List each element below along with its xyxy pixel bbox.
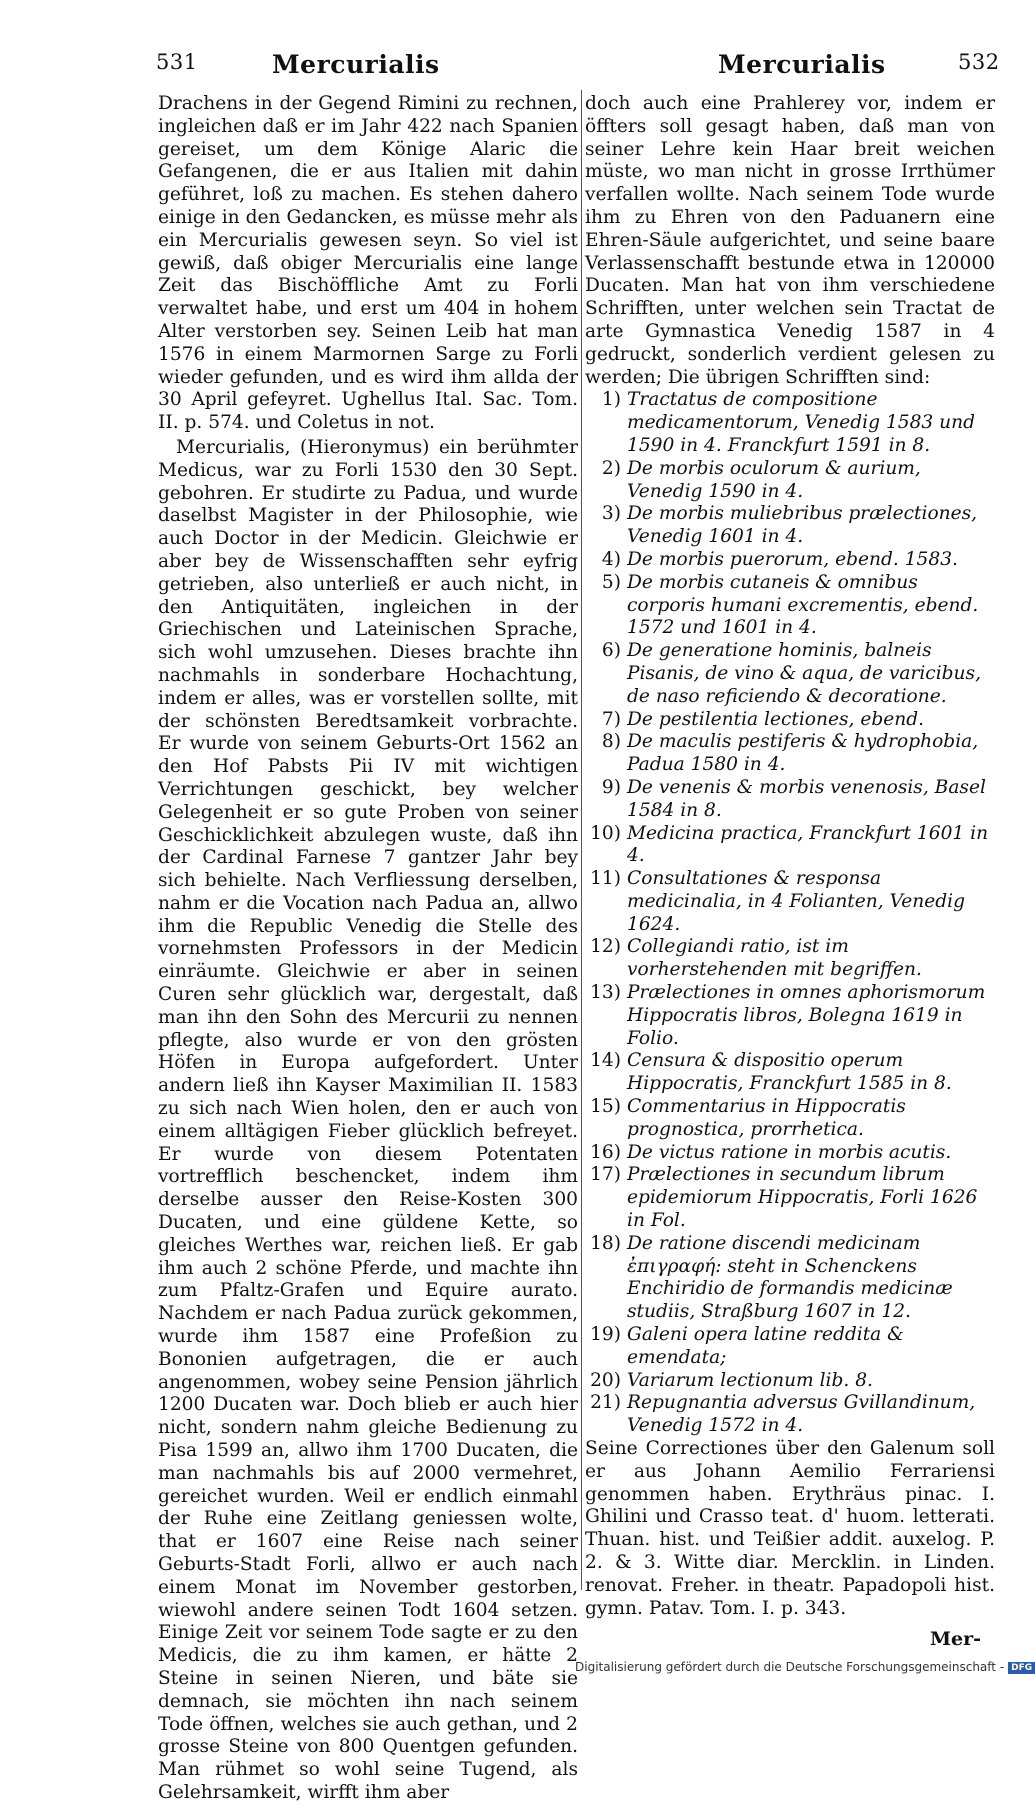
list-item: 19) Galeni opera latine reddita & emendata; bbox=[590, 1324, 904, 1368]
list-item: 20) Variarum lectionum lib. 8. bbox=[590, 1369, 873, 1391]
list-item: 13) Prælectiones in omnes aphorismorum Hippocratis libros, Bolegna 1619 in Folio. bbox=[590, 982, 986, 1049]
column-divider bbox=[581, 90, 582, 1590]
list-item: 11) Consultationes & responsa medicinalia, in 4 Folianten, Venedig 1624. bbox=[590, 868, 966, 935]
list-item: 6) De generatione hominis, balneis Pisanis, de vino & aqua, de varicibus, de naso reficiendo & decoratione. bbox=[601, 640, 981, 707]
left-page-number: 531 bbox=[156, 50, 198, 74]
footer-text: Digitalisierung gefördert durch die Deutsche Forschungsgemeinschaft - bbox=[575, 1660, 1005, 1674]
paragraph-hieronymus: Mercurialis, (Hieronymus) ein berühmter Medicus, war zu Forli 1530 den 30 Sept. gebohren. Er studirte zu Padua, und wurde daselbst Magister in der Philosophie, wie auch Doctor in der Medicin. Gleichwie er aber bey de Wissenschafften sehr eyfrig getrieben, also unterließ er auch nicht, in den Antiquitäten, ingleichen in der Griechischen und Lateinischen Sprache, sich wohl umzusehen. Dieses brachte ihn nachmahls in sonderbare Hochachtung, indem er alles, was er vorstellen sollte, mit der schönsten Beredtsamkeit vorbrachte. Er wurde von seinem Geburts-Ort 1562 an den Hof Pabsts Pii IV mit wichtigen Verrichtungen geschickt, bey welcher Gelegenheit er so gute Proben von seiner Geschicklichkeit abzulegen wuste, daß ihn der Cardinal Farnese 7 gantzer Jahr bey sich behielte. Nach Verfliessung derselben, nahm er die Vocation nach Padua an, allwo ihm die Republic Venedig die Stelle des vornehmsten Professors in der Medicin einräumte. Gleichwie er aber in seinen Curen sehr glücklich war, dergestalt, daß man ihn den Sohn des Mercurii zu nennen pflegte, also wurde er von den grösten Höfen in Europa aufgefordert. Unter andern ließ ihn Kayser Maximilian II. 1583 zu sich nach Wien holen, den er auch von einem alltägigen Fieber glücklich befreyet. Er wurde von diesem Potentaten vortrefflich beschencket, indem ihm derselbe ausser den Reise-Kosten 300 Ducaten, und eine güldene Kette, so gleiches Werthes war, reichen ließ. Er gab ihm auch 2 schöne Pferde, und machte ihn zum Pfaltz-Grafen und Equire aurato. Nachdem er nach Padua zurück gekommen, wurde ihm 1587 eine Profeßion zu Bononien aufgetragen, die er auch angenommen, wobey seine Pension jährlich 1200 Ducaten war. Doch blieb er auch hier nicht, sondern nahm gleiche Bedienung zu Pisa 1599 an, allwo ihm 1700 Ducaten, die man nachmahls bis auf 2000 vermehret, gereichet wurden. Weil er endlich einmahl der Ruhe eine Zeitlang geniessen wolte, that er 1607 eine Reise nach seiner Geburts-Stadt Forli, allwo er auch nach einem Monat im November gestorben, wiewohl andere seinen Todt 1604 setzen. Einige Zeit vor seinem Tode sagte er zu den Medicis, die zu ihm kamen, er hätte 2 Steine in seinen Nieren, und bäte sie demnach, sie möchten ihn nach seinem Tode öffnen, welches sie auch gethan, und 2 grosse Steine von 800 Quentgen gefunden. Man rühmet so wohl seine Tugend, als Gelehrsamkeit, wirfft ihm aber bbox=[158, 436, 578, 1803]
list-item: 14) Censura & dispositio operum Hippocratis, Franckfurt 1585 in 8. bbox=[590, 1050, 952, 1095]
right-column bbox=[585, 93, 995, 1620]
left-running-title: Mercurialis bbox=[272, 50, 440, 79]
list-item: 2) De morbis oculorum & aurium, Venedig 1590 in 4. bbox=[601, 457, 921, 502]
list-item: 17) Prælectiones in secundum librum epidemiorum Hippocratis, Forli 1626 in Fol. bbox=[590, 1164, 978, 1232]
list-item: 12) Collegiandi ratio, ist im vorherstehenden mit begriffen. bbox=[590, 936, 922, 981]
list-item: 18) De ratione discendi medicinam ἐπιγραφή: steht in Schenckens Enchiridio de formandis medicinæ studiis, Straßburg 1607 in 12. bbox=[590, 1232, 953, 1323]
dfg-logo: DFG bbox=[1008, 1662, 1035, 1674]
list-item: 4) De morbis puerorum, ebend. 1583. bbox=[601, 548, 958, 570]
list-item: 1) Tractatus de compositione medicamentorum, Venedig 1583 und 1590 in 4. Franckfurt 1591 in 8. bbox=[601, 389, 976, 456]
list-item: 9) De venenis & morbis venenosis, Basel 1584 in 8. bbox=[601, 776, 986, 821]
list-item: 8) De maculis pestiferis & hydrophobia, Padua 1580 in 4. bbox=[601, 731, 979, 776]
right-running-title: Mercurialis bbox=[718, 50, 886, 79]
paragraph-drachens: Drachens in der Gegend Rimini zu rechnen, ingleichen daß er im Jahr 422 nach Spanien gereiset, um dem Könige Alaric die Gefangenen, die er aus Italien mit dahin geführet, loß zu machen. Es stehen dahero einige in den Gedancken, es müsse mehr als ein Mercurialis gewesen seyn. So viel ist gewiß, daß obiger Mercurialis eine lange Zeit das Bischöffliche Amt zu Forli verwaltet habe, und erst um 404 in hohem Alter verstorben sey. Seinen Leib hat man 1576 in einem Marmornen Sarge zu Forli wieder gefunden, und es wird ihm allda der 30 April gefeyret. Ughellus Ital. Sac. Tom. II. p. 574. und Coletus in not. bbox=[158, 93, 578, 434]
paragraph-closing: Seine Correctiones über den Galenum soll er aus Johann Aemilio Ferrariensi genommen haben. Erythräus pinac. I. Ghilini und Crasso teat. d' huom. letterati. Thuan. hist. und Teißier addit. auxelog. P. 2. & 3. Witte diar. Mercklin. in Linden. renovat. Freher. in theatr. Papadopoli hist. gymn. Patav. Tom. I. p. 343. bbox=[585, 1438, 995, 1619]
list-item: 7) De pestilentia lectiones, ebend. bbox=[601, 708, 925, 730]
digitization-footer bbox=[575, 1660, 1035, 1674]
list-item: 21) Repugnantia adversus Gvillandinum, Venedig 1572 in 4. bbox=[590, 1392, 976, 1437]
list-item: 5) De morbis cutaneis & omnibus corporis humani excrementis, ebend. 1572 und 1601 in 4. bbox=[601, 571, 979, 639]
right-page-number: 532 bbox=[958, 50, 1000, 74]
paragraph-intro: doch auch eine Prahlerey vor, indem er öffters soll gesagt haben, daß man von seiner Lehre kein Haar breit weichen müste, wo man nicht in grosse Irrthümer verfallen wollte. Nach seinem Tode wurde ihm zu Ehren von den Paduanern eine Ehren-Säule aufgerichtet, und seine baare Verlassenschafft bestunde etwa in 120000 Ducaten. Man hat von ihm verschiedene Schrifften, unter welchen sein Tractat de arte Gymnastica Venedig 1587 in 4 gedruckt, sonderlich verdient gelesen zu werden; Die übrigen Schrifften sind: bbox=[585, 93, 995, 388]
list-item: 15) Commentarius in Hippocratis prognostica, prorrhetica. bbox=[590, 1096, 906, 1140]
left-column bbox=[158, 93, 578, 1805]
list-item: 16) De victus ratione in morbis acutis. bbox=[590, 1141, 952, 1163]
list-item: 3) De morbis muliebribus prælectiones, Venedig 1601 in 4. bbox=[601, 503, 978, 548]
works-list bbox=[585, 389, 995, 1438]
catchword: Mer- bbox=[930, 1628, 982, 1650]
list-item: 10) Medicina practica, Franckfurt 1601 in 4. bbox=[590, 822, 989, 867]
